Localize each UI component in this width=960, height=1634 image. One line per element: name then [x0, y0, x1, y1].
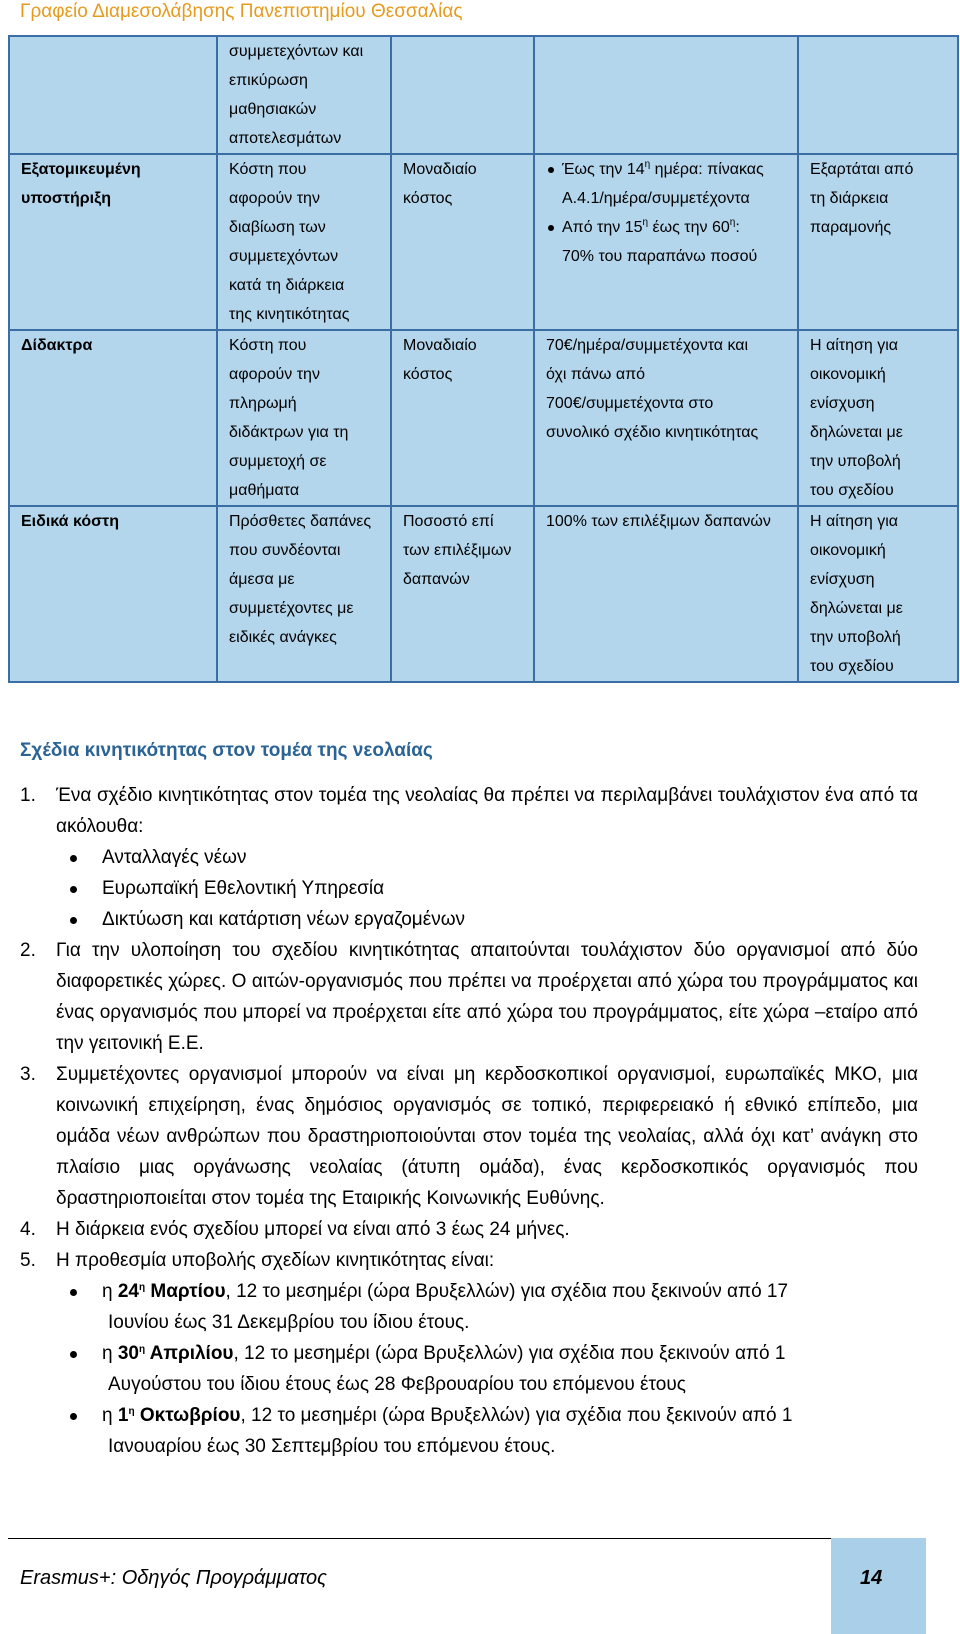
list-item [20, 935, 918, 1059]
bullet-icon [64, 842, 102, 873]
cell-text: οικονομική [810, 542, 886, 559]
bullet-text: Δικτύωση και κατάρτιση νέων εργαζομένων [102, 909, 466, 930]
page-number: 14 [860, 1567, 883, 1589]
list-item [20, 1245, 918, 1276]
table-cell [534, 154, 798, 330]
cell-text: Ειδικά κόστη [21, 513, 119, 530]
table-cell [798, 154, 958, 330]
bullet-icon [64, 873, 102, 904]
cell-text: παραμονής [810, 219, 892, 236]
bullet-item [20, 873, 918, 904]
section-title: Σχέδια κινητικότητας στον τομέα της νεολαίας [20, 740, 433, 761]
item-number: 4. [20, 1219, 36, 1240]
cell-text: κόστος [403, 366, 453, 383]
cell-text: Πρόσθετες δαπάνες [229, 513, 372, 530]
item-number: 3. [20, 1064, 36, 1085]
cell-text: Εξαρτάται από [810, 161, 914, 178]
bullet-item [20, 904, 918, 935]
list-item [20, 780, 918, 842]
table-row [9, 506, 958, 682]
cell-text: επικύρωση [229, 72, 308, 89]
bullet-icon [64, 1276, 102, 1338]
cell-text: κατά τη διάρκεια [229, 277, 345, 294]
cell-text: Α.4.1/ημέρα/συμμετέχοντα [562, 190, 750, 207]
deadline-text: η $24^\eta$ Μαρτίου, 12 το μεσημέρι (ώρα Βρυξελλών) για σχέδια που ξεκινούν από 17 Ιουνίου έως 31 Δεκεμβρίου του ίδιου έτους. [102, 1281, 789, 1333]
cell-text: 100% των επιλέξιμων δαπανών [546, 513, 771, 530]
table-row [9, 154, 958, 330]
list-item [20, 1214, 918, 1245]
cell-text: τη διάρκεια [810, 190, 889, 207]
item-text: Η προθεσμία υποβολής σχεδίων κινητικότητας είναι: [56, 1250, 495, 1271]
footer-title: Erasmus+: Οδηγός Προγράμματος [20, 1567, 327, 1589]
cell-text: Η αίτηση για [810, 513, 899, 530]
cell-text: των επιλέξιμων [403, 542, 512, 559]
cell-text: Κόστη που [229, 161, 307, 178]
cell-text: συμμετεχόντων [229, 248, 339, 265]
table-cell [391, 36, 534, 154]
cell-text: Η αίτηση για [810, 337, 899, 354]
bullet-text: Ευρωπαϊκή Εθελοντική Υπηρεσία [102, 878, 385, 899]
deadline-text: η $1^\eta$ Οκτωβρίου, 12 το μεσημέρι (ώρα Βρυξελλών) για σχέδια που ξεκινούν από 1 Ιανουαρίου έως 30 Σεπτεμβρίου του επόμενου έτους. [102, 1405, 793, 1457]
table-cell [534, 506, 798, 682]
cell-text: υποστήριξη [21, 190, 111, 207]
deadline-item [20, 1338, 918, 1400]
table-cell [217, 154, 391, 330]
cell-text: την υποβολή [810, 453, 901, 470]
bullet-item: Έως την $14^\eta$ ημέρα: πίνακας [546, 155, 785, 184]
table-cell [9, 154, 217, 330]
table-cell [798, 330, 958, 506]
deadline-item [20, 1400, 918, 1462]
cell-text: 70€/ημέρα/συμμετέχοντα και [546, 337, 749, 354]
table-cell [217, 330, 391, 506]
table-row [9, 36, 958, 154]
cell-text: αφορούν την [229, 190, 320, 207]
bullet-item [20, 842, 918, 873]
cell-text: της κινητικότητας [229, 306, 350, 323]
cell-text: του σχεδίου [810, 482, 894, 499]
table-cell [217, 506, 391, 682]
item-number: 1. [20, 785, 36, 806]
header-title: Γραφείο Διαμεσολάβησης Πανεπιστημίου Θεσσαλίας [20, 1, 463, 22]
deadline-item [20, 1276, 918, 1338]
cell-text: δαπανών [403, 571, 470, 588]
cell-text: την υποβολή [810, 629, 901, 646]
item-number: 5. [20, 1250, 36, 1271]
cell-text: συνολικό σχέδιο κινητικότητας [546, 424, 759, 441]
table-cell [9, 36, 217, 154]
cell-text: συμμετέχοντες με [229, 600, 354, 617]
item-number: 2. [20, 940, 36, 961]
cell-text: Κόστη που [229, 337, 307, 354]
bullet-text: Ανταλλαγές νέων [102, 847, 247, 868]
cell-text: συμμετοχή σε [229, 453, 327, 470]
cell-text: κόστος [403, 190, 453, 207]
table-cell [217, 36, 391, 154]
table-row [9, 330, 958, 506]
table-cell [798, 36, 958, 154]
cell-text: αφορούν την [229, 366, 320, 383]
table-cell [9, 506, 217, 682]
item-text: Για την υλοποίηση του σχεδίου κινητικότητας απαιτούνται τουλάχιστον δύο οργανισμοί από δύο διαφορετικές χώρες. Ο αιτών-οργανισμός που πρέπει να προέρχεται από χώρα του προγράμματος και ένας οργανισμός που μπορεί να προέρχεται είτε από χώρα του προγράμματος, είτε χώρα –εταίρο από την γειτονική Ε.Ε. [56, 940, 918, 1054]
cell-text: δηλώνεται με [810, 424, 903, 441]
cell-text: 70% του παραπάνω ποσού [562, 248, 758, 265]
cell-text: μαθήματα [229, 482, 300, 499]
cell-text: που συνδέονται [229, 542, 341, 559]
cell-text: μαθησιακών [229, 101, 317, 118]
cell-text: οικονομική [810, 366, 886, 383]
table-cell [534, 330, 798, 506]
cell-text: ειδικές ανάγκες [229, 629, 337, 646]
table-cell [534, 36, 798, 154]
cell-text: πληρωμή [229, 395, 297, 412]
table-cell [391, 154, 534, 330]
bullet-icon [64, 1338, 102, 1400]
table-cell [9, 330, 217, 506]
cell-text: Δίδακτρα [21, 337, 93, 354]
cell-text: ενίσχυση [810, 395, 875, 412]
table-cell [391, 506, 534, 682]
cell-text: του σχεδίου [810, 658, 894, 675]
cell-text: όχι πάνω από [546, 366, 646, 383]
cell-text: άμεσα με [229, 571, 295, 588]
cell-text: συμμετεχόντων και [229, 43, 364, 60]
cell-text: διαβίωση των [229, 219, 326, 236]
numbered-list [20, 780, 918, 1462]
item-text: Συμμετέχοντες οργανισμοί μπορούν να είναι μη κερδοσκοπικοί οργανισμοί, ευρωπαϊκές ΜΚΟ, μια κοινωνική επιχείρηση, ένας δημόσιος οργανισμός σε τοπικό, περιφερειακό ή εθνικό επίπεδο, μια ομάδα νέων ανθρώπων που δραστηριοποιούνται στον τομέα της νεολαίας, αλλά όχι κατ’ ανάγκη στο πλαίσιο μιας οργάνωσης νεολαίας (άτυπη ομάδα), ένας κερδοσκοπικός οργανισμός που δραστηριοποιείται στον τομέα της Εταιρικής Κοινωνικής Ευθύνης. [56, 1064, 918, 1209]
cell-text: 700€/συμμετέχοντα στο [546, 395, 714, 412]
cell-text: ενίσχυση [810, 571, 875, 588]
cell-text: αποτελεσμάτων [229, 130, 342, 147]
bullet-item: Από την $15^\eta$ έως την $60^\eta$: [546, 213, 785, 242]
cell-text: δηλώνεται με [810, 600, 903, 617]
bullet-icon [64, 904, 102, 935]
list-item [20, 1059, 918, 1214]
cell-text: διδάκτρων για τη [229, 424, 349, 441]
cell-text: Εξατομικευμένη [21, 161, 141, 178]
item-text: Η διάρκεια ενός σχεδίου μπορεί να είναι από 3 έως 24 μήνες. [56, 1219, 570, 1240]
footer-divider [8, 1538, 924, 1539]
cell-text: Ποσοστό επί [403, 513, 494, 530]
item-text: Ένα σχέδιο κινητικότητας στον τομέα της νεολαίας θα πρέπει να περιλαμβάνει τουλάχιστον ένα από τα ακόλουθα: [56, 785, 918, 837]
cell-text: Μοναδιαίο [403, 337, 477, 354]
cost-table [8, 35, 958, 683]
deadline-text: η $30^\eta$ Απριλίου, 12 το μεσημέρι (ώρα Βρυξελλών) για σχέδια που ξεκινούν από 1 Αυγούστου του ίδιου έτους έως 28 Φεβρουαρίου του επόμενου έτους [102, 1343, 786, 1395]
table-cell [391, 330, 534, 506]
table-cell [798, 506, 958, 682]
cell-text: Μοναδιαίο [403, 161, 477, 178]
bullet-icon [64, 1400, 102, 1462]
